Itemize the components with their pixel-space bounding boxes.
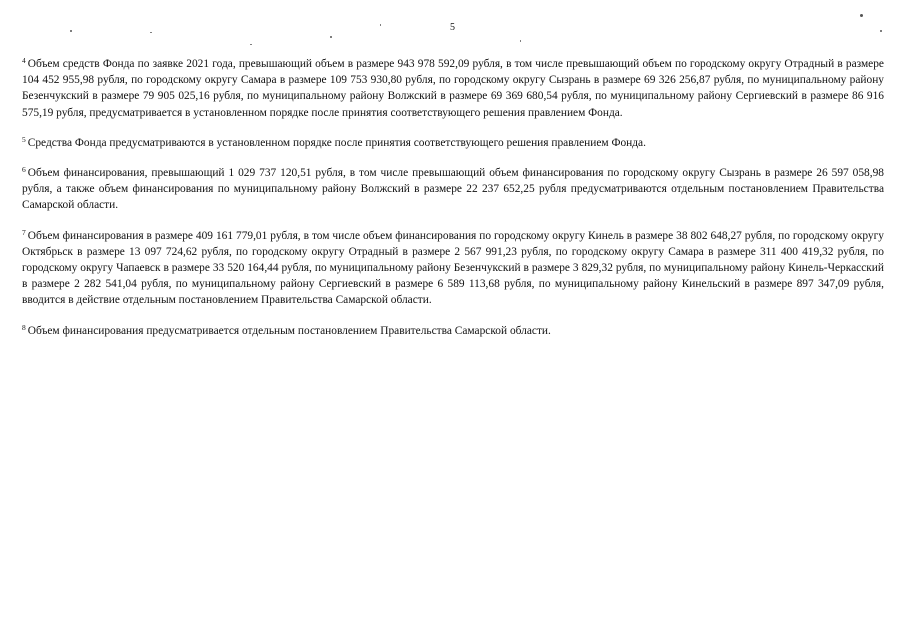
- footnote-text: Объем финансирования предусматривается отдельным постановлением Правительства Самарской области.: [27, 324, 551, 337]
- footnote-marker: 6: [22, 165, 26, 175]
- footnote-text: Средства Фонда предусматриваются в установленном порядке после принятия соответствующего решения правлением Фонда.: [27, 136, 646, 149]
- footnote-6: [22, 165, 884, 214]
- scan-speck: [330, 36, 332, 38]
- scan-speck: [520, 40, 521, 42]
- footnote-8: [22, 323, 884, 339]
- footnote-marker: 4: [22, 56, 26, 65]
- footnote-text: Объем средств Фонда по заявке 2021 года, превышающий объем в размере 943 978 592,09 рубля, в том числе превышающий объем по городскому округу Отрадный в размере 104 452 955,98 рубля, по городскому округу Самара в размере 109 753 930,80 рубля, по городскому округу Сызрань в размере 69 326 256,87 рубля, по муниципальному району Безенчукский в размере 79 905 025,16 рубля, по муниципальному району Волжский в размере 69 369 680,54 рубля, по муниципальному району Сергиевский в размере 86 916 575,19 рубля, предусматривается в установленном порядке после принятия соответствующего решения правлением Фонда.: [22, 58, 884, 119]
- scan-speck: [70, 30, 72, 32]
- footnote-marker: 5: [22, 134, 26, 144]
- footnote-marker: 7: [22, 227, 26, 237]
- footnotes-section: [22, 56, 884, 353]
- scan-speck: [250, 44, 252, 45]
- scan-speck: [880, 30, 882, 32]
- footnote-marker: 8: [22, 322, 26, 332]
- scan-speck: [150, 32, 152, 33]
- scan-speck: [380, 24, 381, 26]
- scan-speck: [860, 14, 863, 17]
- page-number: 5: [450, 22, 455, 33]
- footnote-5: [22, 135, 884, 151]
- footnote-7: [22, 228, 884, 309]
- footnote-4: [22, 56, 884, 121]
- footnote-text: Объем финансирования, превышающий 1 029 737 120,51 рубля, в том числе превышающий объем финансирования по городскому округу Сызрань в размере 26 597 058,98 рубля, а также объем финансирования по муниципальному району Волжский в размере 22 237 652,25 рубля предусматриваются отдельным постановлением Правительства Самарской области.: [22, 167, 884, 212]
- footnote-text: Объем финансирования в размере 409 161 779,01 рубля, в том числе объем финансирования по городскому округу Кинель в размере 38 802 648,27 рубля, по городскому округу Октябрьск в размере 13 097 724,62 рубля, по городскому округу Отрадный в размере 2 567 991,23 рубля, по городскому округу Самара в размере 311 400 419,32 рубля, по городскому округу Чапаевск в размере 33 520 164,44 рубля, по муниципальному району Безенчукский в размере 3 829,32 рубля, по муниципальному району Кинель-Черкасский в размере 2 282 541,04 рубля, по муниципальному району Сергиевский в размере 6 589 113,68 рубля, по муниципальному району Кинельский в размере 897 347,09 рубля, вводится в действие отдельным постановлением Правительства Самарской области.: [22, 229, 884, 307]
